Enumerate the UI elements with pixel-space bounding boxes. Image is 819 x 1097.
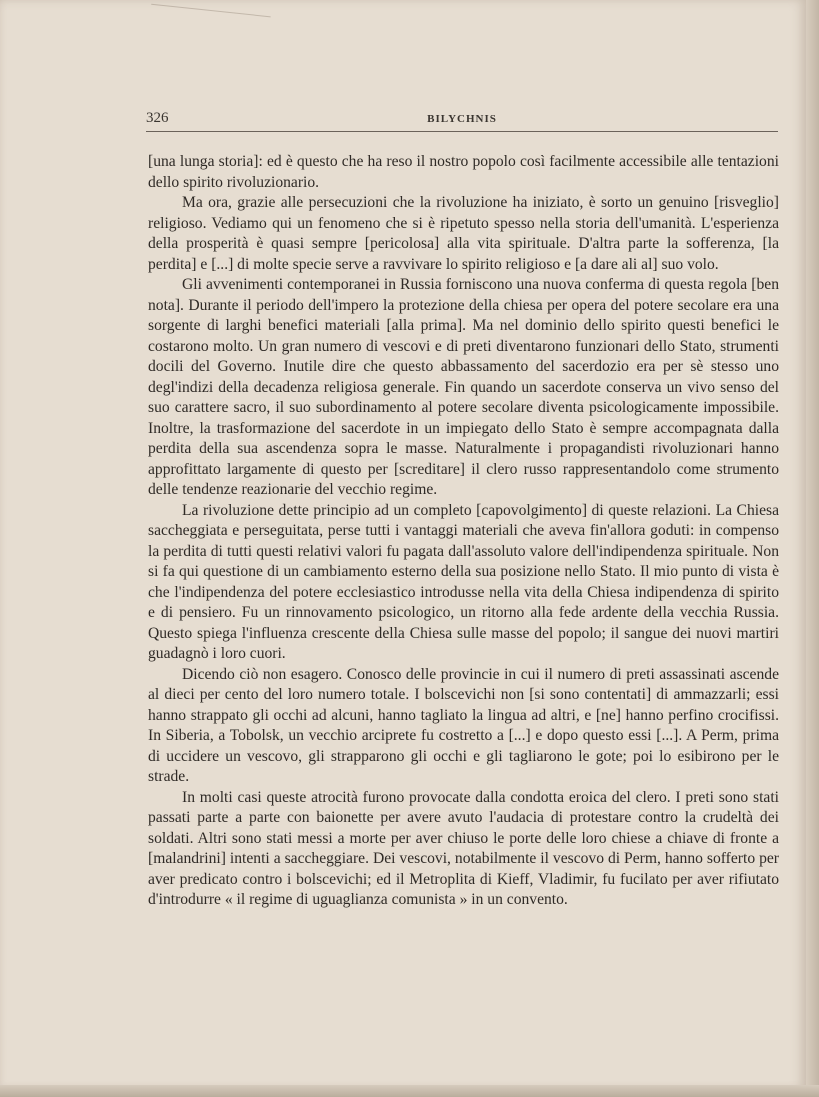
header-rule <box>146 131 778 132</box>
page-number: 326 <box>146 110 169 126</box>
page-edge-bottom <box>0 1085 819 1097</box>
paragraph: In molti casi queste atrocità furono provocate dalla condotta eroica del clero. I preti sono stati passati parte a parte con baionette per avere avuto l'audacia di protestare contro la crudeltà dei soldati. Altri sono stati messi a morte per aver chiuso le porte delle loro chiese a chiave di fronte a [malandrini] intenti a saccheggiare. Dei vescovi, notabilmente il vescovo di Perm, hanno sofferto per aver predicato contro i bolscevichi; ed il Metroplita di Kieff, Vladimir, fu fucilato per aver rifiutato d'introdurre « il regime di uguaglianza comunista » in un convento. <box>148 788 779 908</box>
paragraph: [una lunga storia]: ed è questo che ha reso il nostro popolo così facilmente accessibile alle tentazioni dello spirito rivoluzionario. <box>148 153 779 191</box>
paragraph: La rivoluzione dette principio ad un completo [capovolgimento] di queste relazioni. La Chiesa saccheggiata e perseguitata, perse tutti i vantaggi materiali che aveva fin'allora goduti: in compenso la perdita di tutti questi relativi valori fu pagata dall'assoluto valore dell'indipendenza spirituale. Non si fa qui questione di un cambiamento esterno della sua posizione nello Stato. Il mio punto di vista è che l'indipendenza del potere ecclesiastico introdusse nella vita della Chiesa indipendenza di spirito e di pensiero. Fu un rinnovamento psicologico, un ritorno alla fede ardente della vecchia Russia. Questo spiega l'influenza crescente della Chiesa sulle masse del popolo; il sangue dei nuovi martiri guadagnò i loro cuori. <box>148 501 779 662</box>
page-edge-right <box>806 0 819 1097</box>
paragraph: Dicendo ciò non esagero. Conosco delle provincie in cui il numero di preti assassinati ascende al dieci per cento del loro numero totale. I bolscevichi non [si sono contentati] di ammazzarli; essi hanno strappato gli occhi ad alcuni, hanno tagliato la lingua ad altri, e [ne] hanno perfino crocifissi. In Siberia, a Tobolsk, un vecchio arciprete fu costretto a [...] e dopo questo essi [...]. A Perm, prima di uccidere un vescovo, gli strapparono gli occhi e gli tagliarono le gote; poi lo esibirono per le strade. <box>148 665 779 785</box>
paragraph: Gli avvenimenti contemporanei in Russia forniscono una nuova conferma di questa regola [ben nota]. Durante il periodo dell'impero la protezione della chiesa per opera del potere secolare era una sorgente di larghi benefici materiali [alla prima]. Ma nel dominio dello spirito questi benefici le costarono molto. Un gran numero di vescovi e di preti diventarono funzionari dello Stato, strumenti docili del Governo. Inutile dire che questo abbassamento del sacerdozio era per sè stesso uno degl'indizi della decadenza religiosa generale. Fin quando un sacerdote conserva un vivo senso del suo carattere sacro, il suo subordinamento al potere secolare diventa psicologicamente impossibile. Inoltre, la trasformazione del sacerdote in un impiegato dello Stato è sempre accompagnata dalla perdita della sua ascendenza sopra le masse. Naturalmente i propagandisti rivoluzionari hanno approfittato largamente di questo per [screditare] il clero russo rappresentandolo come strumento delle tendenze reazionarie del vecchio regime. <box>148 276 779 498</box>
body-text <box>148 152 779 911</box>
journal-title: BILYCHNIS <box>427 113 497 125</box>
paragraph: Ma ora, grazie alle persecuzioni che la rivoluzione ha iniziato, è sorto un genuino [risveglio] religioso. Vediamo qui un fenomeno che si è ripetuto spesso nella storia dell'umanità. L'esperienza della prosperità è quasi sempre [pericolosa] alla vita spirituale. D'altra parte la sofferenza, [la perdita] e [...] di molte specie serve a ravvivare lo spirito religioso e [a dare ali al] suo volo. <box>148 194 779 273</box>
